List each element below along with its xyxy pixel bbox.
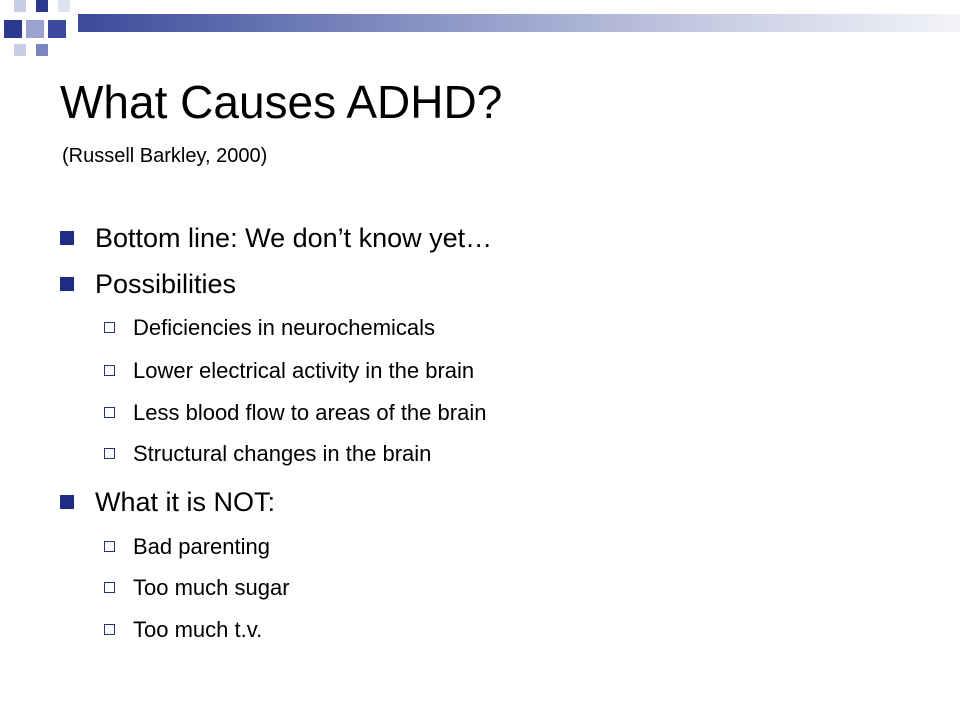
bullet-text: What it is NOT: (95, 487, 276, 517)
hollow-square-bullet-icon (104, 407, 115, 418)
deco-square (36, 44, 48, 56)
bullet-item (60, 221, 492, 255)
deco-square (4, 20, 22, 38)
slide-title: What Causes ADHD? (60, 76, 503, 128)
bullet-item (60, 267, 236, 301)
sub-bullet-text: Less blood flow to areas of the brain (133, 400, 487, 425)
sub-bullet-item (104, 440, 431, 468)
square-bullet-icon (60, 277, 74, 291)
sub-bullet-text: Deficiencies in neurochemicals (133, 315, 436, 340)
deco-square (58, 0, 70, 12)
sub-bullet-item (104, 399, 486, 427)
slide-subtitle: (Russell Barkley, 2000) (62, 145, 268, 167)
sub-bullet-text: Structural changes in the brain (133, 441, 432, 466)
deco-square (36, 0, 48, 12)
deco-square (14, 0, 26, 12)
hollow-square-bullet-icon (104, 322, 115, 333)
deco-square (14, 44, 26, 56)
hollow-square-bullet-icon (104, 541, 115, 552)
bullet-item (60, 485, 275, 519)
sub-bullet-text: Lower electrical activity in the brain (133, 358, 475, 383)
sub-bullet-item (104, 616, 262, 644)
square-bullet-icon (60, 495, 74, 509)
sub-bullet-text: Too much sugar (133, 575, 290, 600)
sub-bullet-item (104, 574, 290, 602)
sub-bullet-item (104, 357, 474, 385)
sub-bullet-item (104, 533, 270, 561)
hollow-square-bullet-icon (104, 448, 115, 459)
hollow-square-bullet-icon (104, 582, 115, 593)
hollow-square-bullet-icon (104, 624, 115, 635)
square-bullet-icon (60, 231, 74, 245)
sub-bullet-text: Too much t.v. (133, 617, 263, 642)
bullet-text: Bottom line: We don’t know yet… (95, 223, 493, 253)
header-gradient-bar (78, 14, 960, 32)
bullet-text: Possibilities (95, 269, 237, 299)
sub-bullet-text: Bad parenting (133, 534, 270, 559)
deco-square (48, 20, 66, 38)
deco-square (26, 20, 44, 38)
hollow-square-bullet-icon (104, 365, 115, 376)
header-decoration (0, 0, 960, 70)
sub-bullet-item (104, 314, 435, 342)
